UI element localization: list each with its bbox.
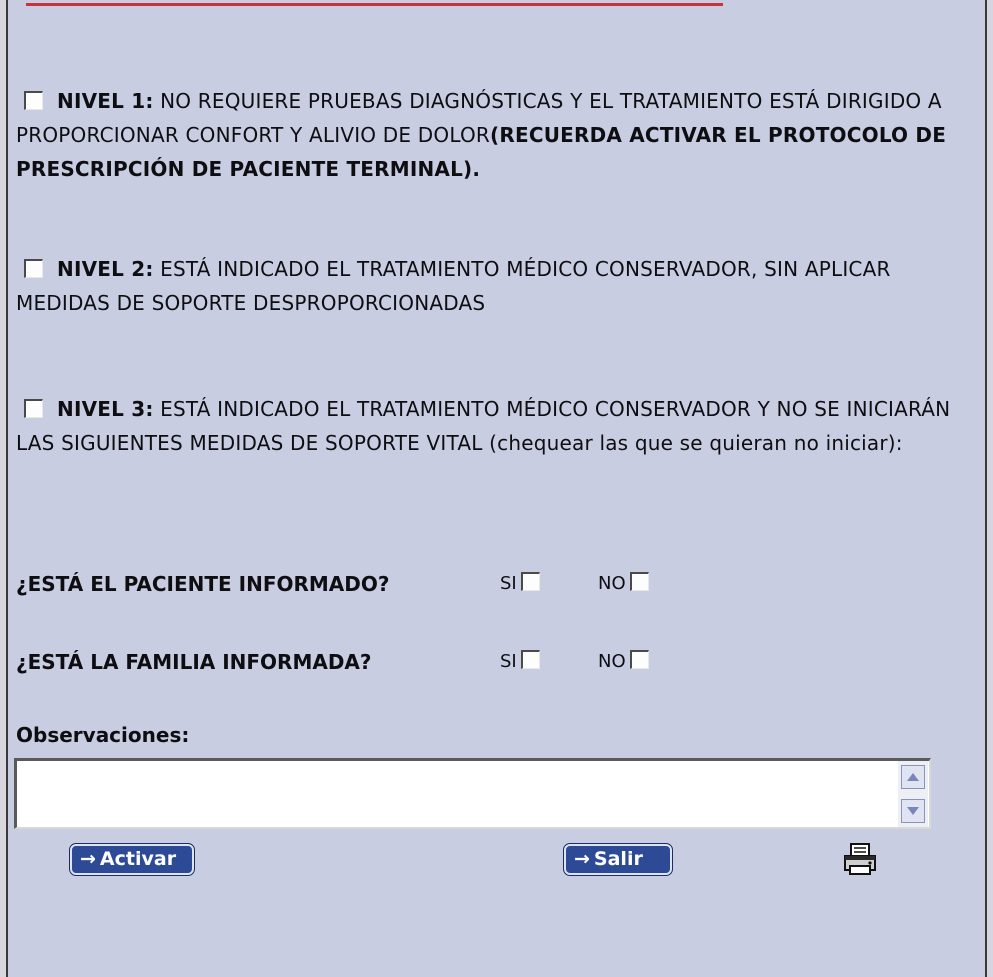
arrow-up-icon bbox=[907, 773, 919, 781]
header-divider bbox=[26, 3, 723, 6]
patient-informed-yes-label: SI bbox=[500, 573, 517, 594]
level-1-note: (RECUERDA ACTIVAR EL PROTOCOLO DE PRESCRIPCIÓN DE PACIENTE TERMINAL). bbox=[16, 123, 947, 181]
right-frame-border bbox=[985, 0, 993, 977]
activate-button-label: Activar bbox=[99, 848, 177, 870]
patient-informed-yes bbox=[500, 567, 540, 601]
level-3-description: ESTÁ INDICADO EL TRATAMIENTO MÉDICO CONSERVADOR Y NO SE INICIARÁN LAS SIGUIENTES MEDIDAS DE SOPORTE VITAL (chequear las que se quieran no iniciar): bbox=[16, 397, 951, 455]
arrow-right-icon: → bbox=[80, 848, 96, 870]
observations-label: Observaciones: bbox=[16, 723, 190, 747]
level-1-checkbox[interactable] bbox=[24, 91, 43, 110]
activate-button[interactable] bbox=[70, 844, 194, 875]
left-frame-border bbox=[0, 0, 8, 977]
observations-scrollbar[interactable] bbox=[898, 761, 928, 827]
family-informed-yes-label: SI bbox=[500, 651, 517, 672]
patient-informed-no-checkbox[interactable] bbox=[630, 572, 649, 591]
family-informed-no-label: NO bbox=[598, 651, 626, 672]
patient-informed-yes-checkbox[interactable] bbox=[521, 572, 540, 591]
printer-icon[interactable] bbox=[841, 842, 879, 878]
scroll-down-button[interactable] bbox=[901, 799, 925, 823]
level-3-option bbox=[16, 392, 966, 460]
patient-informed-label: ¿ESTÁ EL PACIENTE INFORMADO? bbox=[16, 572, 390, 596]
level-3-checkbox[interactable] bbox=[24, 399, 43, 418]
level-1-option bbox=[16, 84, 966, 186]
arrow-down-icon bbox=[907, 807, 919, 815]
family-informed-yes bbox=[500, 645, 540, 679]
exit-button-label: Salir bbox=[593, 848, 643, 870]
level-2-title: NIVEL 2: bbox=[57, 257, 154, 281]
exit-button[interactable] bbox=[564, 844, 672, 875]
level-1-description: NO REQUIERE PRUEBAS DIAGNÓSTICAS Y EL TRATAMIENTO ESTÁ DIRIGIDO A PROPORCIONAR CONFORT Y ALIVIO DE DOLOR bbox=[16, 89, 942, 147]
family-informed-no bbox=[598, 645, 649, 679]
level-1-title: NIVEL 1: bbox=[57, 89, 154, 113]
arrow-right-icon: → bbox=[574, 848, 590, 870]
level-3-title: NIVEL 3: bbox=[57, 397, 154, 421]
level-2-checkbox[interactable] bbox=[24, 259, 43, 278]
scroll-up-button[interactable] bbox=[901, 765, 925, 789]
family-informed-label: ¿ESTÁ LA FAMILIA INFORMADA? bbox=[16, 650, 372, 674]
patient-informed-no-label: NO bbox=[598, 573, 626, 594]
family-informed-no-checkbox[interactable] bbox=[630, 650, 649, 669]
level-2-description: ESTÁ INDICADO EL TRATAMIENTO MÉDICO CONSERVADOR, SIN APLICAR MEDIDAS DE SOPORTE DESPROPORCIONADAS bbox=[16, 257, 891, 315]
family-informed-yes-checkbox[interactable] bbox=[521, 650, 540, 669]
patient-informed-no bbox=[598, 567, 649, 601]
level-2-option bbox=[16, 252, 966, 320]
observations-textarea[interactable] bbox=[14, 758, 931, 829]
